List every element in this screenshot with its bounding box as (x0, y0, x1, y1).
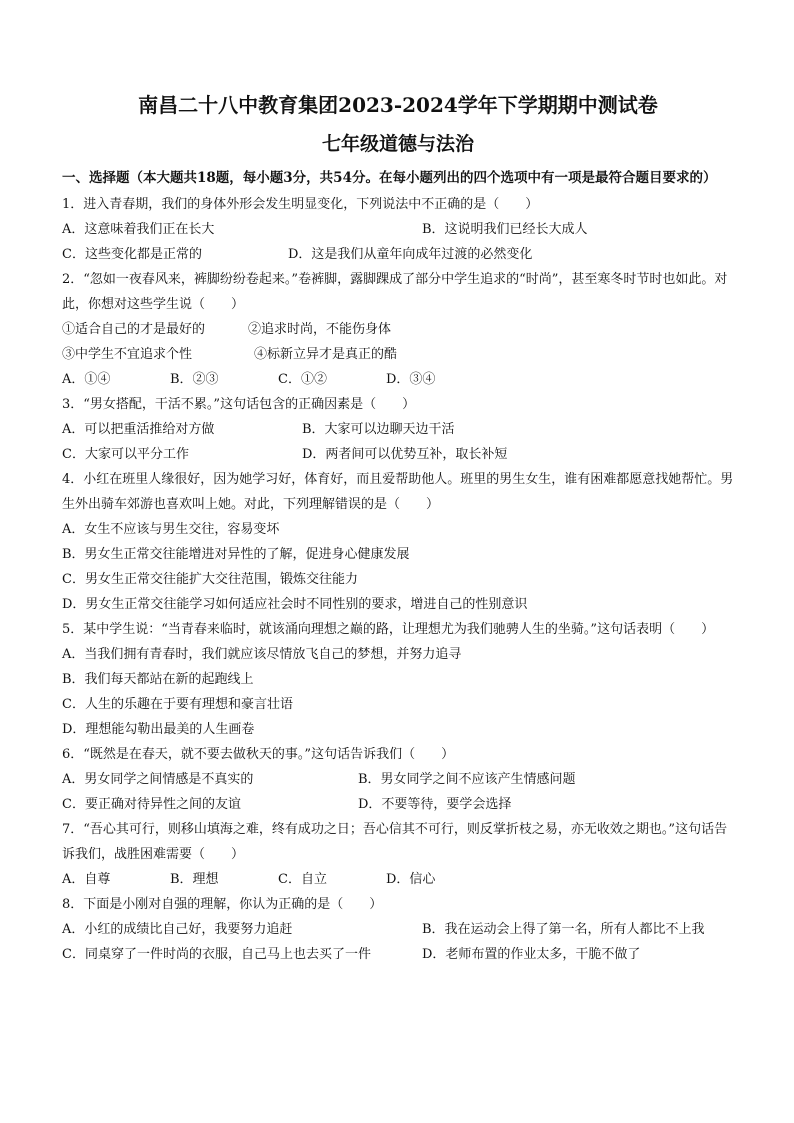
question-7 (62, 817, 734, 892)
question-3 (62, 392, 734, 467)
option-d: D．男女生正常交往能学习如何适应社会时不同性别的要求，增进自己的性别意识 (62, 597, 528, 612)
option-b: B．②③ (170, 372, 219, 387)
option-c: C．人生的乐趣在于要有理想和豪言壮语 (62, 697, 293, 712)
statement-row (62, 317, 734, 342)
statement-3: ③中学生不宜追求个性 (62, 347, 193, 362)
option-row (62, 242, 734, 267)
option-d: D．信心 (386, 872, 436, 887)
option-row (62, 367, 734, 392)
option-a: A．自尊 (62, 872, 111, 887)
option-b: B．理想 (170, 872, 219, 887)
exam-title: 南昌二十八中教育集团2023-2024学年下学期期中测试卷 (138, 93, 658, 117)
option-c: C．这些变化都是正常的 (62, 247, 202, 262)
option-c: C．同桌穿了一件时尚的衣服，自己马上也去买了一件 (62, 947, 371, 962)
option-row (62, 942, 734, 967)
question-stem: 2．“忽如一夜春风来，裤脚纷纷卷起来。”卷裤脚，露脚踝成了部分中学生追求的“时尚”，甚至寒冬时节时也如此。对此，你想对这些学生说（ ） (62, 272, 728, 312)
option-a: A．小红的成绩比自己好，我要努力追赶 (62, 922, 293, 937)
option-b: B．这说明我们已经长大成人 (422, 222, 588, 237)
option-row (62, 442, 734, 467)
statement-row (62, 342, 734, 367)
option-row (62, 867, 734, 892)
option-b: B．男女同学之间不应该产生情感问题 (358, 772, 576, 787)
option-d: D．不要等待，要学会选择 (358, 797, 512, 812)
option-c: C．自立 (278, 872, 327, 887)
option-a: A．可以把重活推给对方做 (62, 422, 215, 437)
question-4 (62, 467, 734, 617)
question-stem: 1．进入青春期，我们的身体外形会发生明显变化，下列说法中不正确的是（ ） (62, 197, 539, 212)
option-a: A．女生不应该与男生交往，容易变坏 (62, 522, 280, 537)
question-5 (62, 617, 734, 742)
option-d: D．两者间可以优势互补，取长补短 (302, 447, 508, 462)
question-stem: 3．“男女搭配，干活不累。”这句话包含的正确因素是（ ） (62, 397, 416, 412)
question-stem: 7．“吾心其可行，则移山填海之难，终有成功之日；吾心信其不可行，则反掌折枝之易，亦无收效之期也。”这句话告诉我们，战胜困难需要（ ） (62, 822, 728, 862)
question-stem: 6．“既然是在春天，就不要去做秋天的事。”这句话告诉我们（ ） (62, 747, 455, 762)
statement-1: ①适合自己的才是最好的 (62, 322, 206, 337)
option-d: D．老师布置的作业太多，干脆不做了 (422, 947, 641, 962)
question-1 (62, 192, 734, 267)
option-a: A．①④ (62, 372, 111, 387)
option-d: D．理想能勾勒出最美的人生画卷 (62, 722, 255, 737)
option-c: C．男女生正常交往能扩大交往范围，锻炼交往能力 (62, 572, 358, 587)
section-heading: 一、选择题（本大题共18题，每小题3分，共54分。在每小题列出的四个选项中有一项是最符合题目要求的） (62, 170, 717, 186)
question-stem: 4．小红在班里人缘很好，因为她学习好，体育好，而且爱帮助他人。班里的男生女生，谁有困难都愿意找她帮忙。男生外出骑车郊游也喜欢叫上她。对此，下列理解错误的是（ ） (62, 472, 734, 512)
question-2 (62, 267, 734, 392)
question-stem: 5．某中学生说：“当青春来临时，就该涌向理想之巅的路，让理想尤为我们驰骋人生的坐骑。”这句话表明（ ） (62, 622, 715, 637)
exam-subtitle: 七年级道德与法治 (321, 133, 474, 155)
option-b: B．我在运动会上得了第一名，所有人都比不上我 (422, 922, 705, 937)
statement-2: ②追求时尚，不能伤身体 (248, 322, 392, 337)
option-c: C．大家可以平分工作 (62, 447, 189, 462)
option-row (62, 217, 734, 242)
option-d: D．这是我们从童年向成年过渡的必然变化 (288, 247, 533, 262)
option-c: C．①② (278, 372, 327, 387)
question-6 (62, 742, 734, 817)
option-a: A．男女同学之间情感是不真实的 (62, 772, 254, 787)
option-b: B．男女生正常交往能增进对异性的了解，促进身心健康发展 (62, 547, 410, 562)
option-row (62, 792, 734, 817)
option-row (62, 767, 734, 792)
option-b: B．我们每天都站在新的起跑线上 (62, 672, 254, 687)
option-row (62, 917, 734, 942)
question-8 (62, 892, 734, 967)
option-row (62, 417, 734, 442)
option-d: D．③④ (386, 372, 436, 387)
option-a: A．这意味着我们正在长大 (62, 222, 215, 237)
option-b: B．大家可以边聊天边干活 (302, 422, 455, 437)
option-c: C．要正确对待异性之间的友谊 (62, 797, 241, 812)
question-stem: 8．下面是小刚对自强的理解，你认为正确的是（ ） (62, 897, 383, 912)
option-a: A．当我们拥有青春时，我们就应该尽情放飞自己的梦想，并努力追寻 (62, 647, 462, 662)
statement-4: ④标新立异才是真正的酷 (254, 347, 398, 362)
